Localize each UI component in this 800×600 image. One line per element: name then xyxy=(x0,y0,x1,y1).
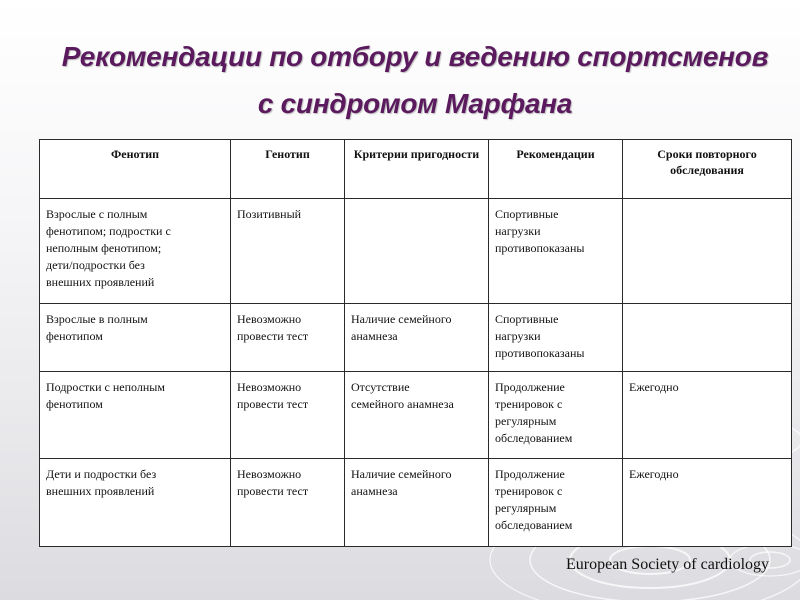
table-row xyxy=(40,199,792,304)
cell-phenotype: Дети и подростки без внешних проявлений xyxy=(40,459,231,547)
table-row xyxy=(40,459,792,547)
cell-phenotype: Подростки с неполным фенотипом xyxy=(40,372,231,459)
cell-eligibility xyxy=(345,199,489,304)
header-follow-up-timing: Сроки повторного обследования xyxy=(623,140,792,199)
cell-recommendation: Спортивные нагрузки противопоказаны xyxy=(489,199,623,304)
cell-recommendation: Спортивные нагрузки противопоказаны xyxy=(489,304,623,372)
cell-recommendation: Продолжение тренировок с регулярным обследованием xyxy=(489,459,623,547)
cell-follow-up xyxy=(623,199,792,304)
recommendations-table xyxy=(39,139,792,547)
table-row xyxy=(40,372,792,459)
cell-genotype: Невозможно провести тест xyxy=(231,459,345,547)
cell-phenotype: Взрослые с полным фенотипом; подростки с неполным фенотипом; дети/подростки без внешних проявлений xyxy=(40,199,231,304)
cell-eligibility: Отсутствие семейного анамнеза xyxy=(345,372,489,459)
header-phenotype: Фенотип xyxy=(40,140,231,199)
slide-title-line-2: с синдромом Марфана xyxy=(257,88,573,119)
header-genotype: Генотип xyxy=(231,140,345,199)
slide-title xyxy=(0,33,800,127)
cell-genotype: Невозможно провести тест xyxy=(231,372,345,459)
table-header-row xyxy=(40,140,792,199)
cell-follow-up xyxy=(623,304,792,372)
slide-title-line-1: Рекомендации по отбору и ведению спортсменов xyxy=(61,41,769,72)
source-footer: European Society of cardiology xyxy=(566,556,770,573)
cell-genotype: Позитивный xyxy=(231,199,345,304)
cell-genotype: Невозможно провести тест xyxy=(231,304,345,372)
cell-follow-up: Ежегодно xyxy=(623,372,792,459)
cell-eligibility: Наличие семейного анамнеза xyxy=(345,459,489,547)
cell-eligibility: Наличие семейного анамнеза xyxy=(345,304,489,372)
header-eligibility-criteria: Критерии пригодности xyxy=(345,140,489,199)
table-row xyxy=(40,304,792,372)
cell-recommendation: Продолжение тренировок с регулярным обследованием xyxy=(489,372,623,459)
header-recommendations: Рекомендации xyxy=(489,140,623,199)
cell-phenotype: Взрослые в полным фенотипом xyxy=(40,304,231,372)
cell-follow-up: Ежегодно xyxy=(623,459,792,547)
